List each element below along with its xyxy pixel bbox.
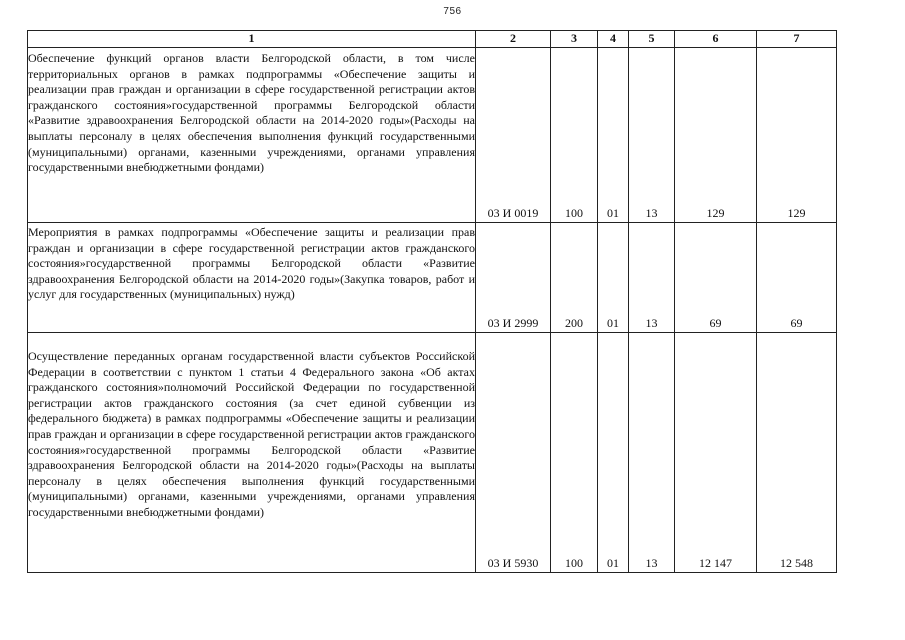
section-cell: 01 xyxy=(598,48,629,223)
target-article-cell: 03 И 5930 xyxy=(476,333,551,573)
row-description: Осуществление переданных органам государственной власти субъектов Российской Федерации в соответствии с пунктом 1 статьи 4 Федерального закона «Об актах гражданского состояния»полномочий Российской Федерации по государственной регистрации актов гражданского состояния (за счет единой субвенции из федерального бюджета) в рамках подпрограммы «Обеспечение защиты и реализации прав граждан и организации в сфере государственной регистрации актов гражданского состояния»государственной программы Белгородской области «Развитие здравоохранения Белгородской области на 2014-2020 годы»(Расходы на выплаты персоналу в целях обеспечения выполнения функций государственными (муниципальными) органами, казенными учреждениями, органами управления государственными внебюджетными фондами) xyxy=(28,333,476,573)
target-article-cell: 03 И 2999 xyxy=(476,223,551,333)
amount-2-cell: 12 548 xyxy=(757,333,837,573)
column-header-6: 6 xyxy=(675,31,757,48)
expense-type-cell: 100 xyxy=(551,333,598,573)
amount-1-cell: 69 xyxy=(675,223,757,333)
header-row xyxy=(28,31,837,48)
table-row xyxy=(28,223,837,333)
subsection-cell: 13 xyxy=(629,333,675,573)
section-cell: 01 xyxy=(598,223,629,333)
expense-type-cell: 200 xyxy=(551,223,598,333)
amount-1-cell: 12 147 xyxy=(675,333,757,573)
column-header-2: 2 xyxy=(476,31,551,48)
amount-2-cell: 129 xyxy=(757,48,837,223)
column-header-1: 1 xyxy=(28,31,476,48)
amount-2-cell: 69 xyxy=(757,223,837,333)
subsection-cell: 13 xyxy=(629,48,675,223)
table-row xyxy=(28,333,837,573)
column-header-5: 5 xyxy=(629,31,675,48)
target-article-cell: 03 И 0019 xyxy=(476,48,551,223)
column-header-3: 3 xyxy=(551,31,598,48)
expense-type-cell: 100 xyxy=(551,48,598,223)
table-row xyxy=(28,48,837,223)
budget-table xyxy=(27,30,837,573)
column-header-4: 4 xyxy=(598,31,629,48)
section-cell: 01 xyxy=(598,333,629,573)
row-description: Обеспечение функций органов власти Белгородской области, в том числе территориальных органов в рамках подпрограммы «Обеспечение защиты и реализации прав граждан и организации в сфере государственной регистрации актов гражданского состояния»государственной программы Белгородской области «Развитие здравоохранения Белгородской области на 2014-2020 годы»(Расходы на выплаты персоналу в целях обеспечения выполнения функций государственными (муниципальными) органами, казенными учреждениями, органами управления государственными внебюджетными фондами) xyxy=(28,48,476,223)
subsection-cell: 13 xyxy=(629,223,675,333)
page-number: 756 xyxy=(443,6,462,17)
amount-1-cell: 129 xyxy=(675,48,757,223)
row-description: Мероприятия в рамках подпрограммы «Обеспечение защиты и реализации прав граждан и организации в сфере государственной регистрации актов гражданского состояния»государственной программы Белгородской области «Развитие здравоохранения Белгородской области на 2014-2020 годы»(Закупка товаров, работ и услуг для государственных (муниципальных) нужд) xyxy=(28,223,476,333)
column-header-7: 7 xyxy=(757,31,837,48)
